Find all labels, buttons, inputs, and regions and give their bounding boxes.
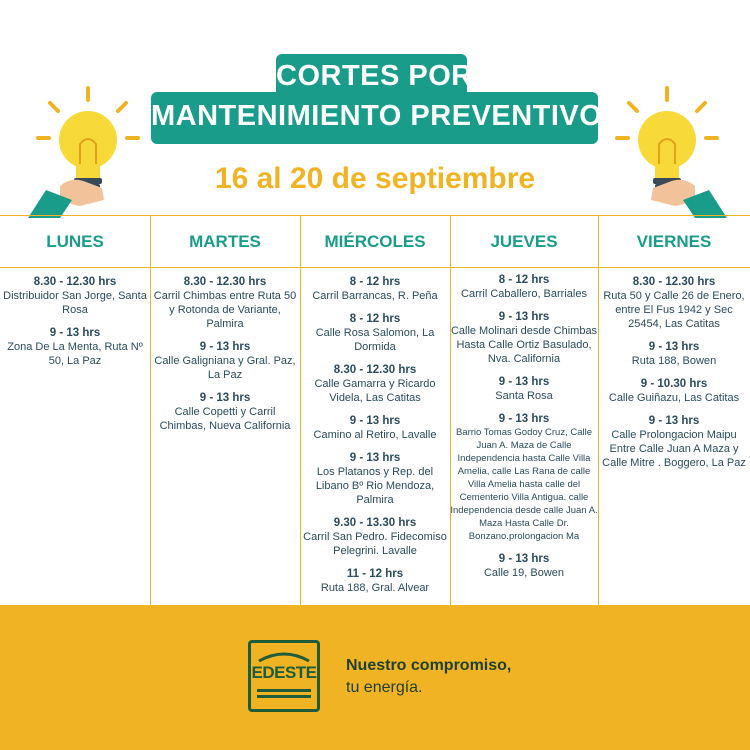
schedule-entry: [450, 375, 598, 403]
entry-time: 8.30 - 12.30 hrs: [33, 276, 117, 288]
schedule-entry: [150, 275, 300, 331]
schedule-entry: [300, 451, 450, 507]
schedule-entry: [150, 391, 300, 433]
schedule-entry: [598, 414, 750, 470]
schedule-grid: [0, 215, 750, 605]
entry-time: 9 - 10.30 hrs: [640, 378, 708, 390]
entry-location: Carril Chimbas entre Ruta 50 y Rotonda de Variante, Palmira: [153, 290, 297, 330]
entry-location: Ruta 188, Bowen: [631, 355, 717, 367]
day-header: JUEVES: [490, 232, 558, 251]
entries-list: [0, 275, 150, 377]
entry-location: Barrio Tomas Godoy Cruz, Calle Juan A. Maza de Calle Independencia hasta Calle Villa Amelia, calle Las Rana de calle Villa Amelia hasta calle del Cementerio Villa Antigua. calle Independencia desde calle Juan A. Maza Hasta Calle Dr. Bonzano.prolongacion Ma: [450, 427, 598, 542]
column-friday: [598, 216, 750, 606]
schedule-entry: [150, 340, 300, 382]
entry-time: 8.30 - 12.30 hrs: [632, 276, 716, 288]
schedule-entry: [300, 516, 450, 558]
entry-location: Calle Molinari desde Chimbas Hasta Calle Ortiz Basulado, Nva. California: [450, 325, 598, 365]
entry-time: 8 - 12 hrs: [349, 313, 401, 325]
column-thursday: [450, 216, 598, 606]
column-monday: [0, 216, 150, 606]
lightbulb-hand-left-icon: [20, 78, 150, 218]
entry-time: 9 - 13 hrs: [498, 553, 550, 565]
entry-time: 8 - 12 hrs: [349, 276, 401, 288]
column-wednesday: [300, 216, 450, 606]
entry-location: Carril Barrancas, R. Peña: [312, 290, 438, 302]
entry-time: 9 - 13 hrs: [648, 415, 700, 427]
schedule-entry: [598, 340, 750, 368]
entries-list: [150, 275, 300, 442]
entries-list: [300, 275, 450, 604]
entry-location: Ruta 188, Gral. Alvear: [320, 582, 430, 594]
schedule-entry: [300, 312, 450, 354]
schedule-entry: [450, 412, 598, 543]
entries-list: [450, 273, 598, 589]
schedule-entry: [598, 275, 750, 331]
schedule-entry: [598, 377, 750, 405]
schedule-entry: [300, 567, 450, 595]
entry-time: 8.30 - 12.30 hrs: [333, 364, 417, 376]
entry-location: Carril San Pedro. Fidecomiso Pelegrini. Lavalle: [303, 531, 447, 557]
entry-location: Calle Rosa Salomon, La Dormida: [315, 327, 435, 353]
day-header: LUNES: [46, 232, 104, 251]
schedule-entry: [300, 363, 450, 405]
entries-list: [598, 275, 750, 479]
title-line-1: CORTES POR: [276, 60, 473, 92]
entry-time: 9.30 - 13.30 hrs: [333, 517, 417, 529]
lightbulb-hand-right-icon: [605, 78, 735, 218]
slogan-line-1: Nuestro compromiso,: [346, 657, 512, 674]
logo-text: EDESTE: [251, 663, 317, 682]
entry-time: 8.30 - 12.30 hrs: [183, 276, 267, 288]
entry-location: Ruta 50 y Calle 26 de Enero, entre El Fus 1942 y Sec 25454, Las Catitas: [603, 290, 745, 330]
entry-location: Zona De La Menta, Ruta Nº 50, La Paz: [7, 341, 143, 367]
entry-time: 9 - 13 hrs: [498, 413, 550, 425]
schedule-entry: [0, 275, 150, 317]
schedule-entry: [300, 414, 450, 442]
schedule-entry: [450, 273, 598, 301]
entry-time: 9 - 13 hrs: [648, 341, 700, 353]
header-divider: [0, 267, 750, 268]
title-line-2: MANTENIMIENTO PREVENTIVO: [151, 100, 603, 132]
schedule-entry: [450, 552, 598, 580]
entry-location: Los Platanos y Rep. del Libano Bº Rio Mendoza, Palmira: [315, 466, 435, 506]
entry-location: Camino al Retiro, Lavalle: [313, 429, 437, 441]
entry-time: 8 - 12 hrs: [498, 274, 550, 286]
date-range: 16 al 20 de septiembre: [214, 162, 536, 195]
schedule-entry: [450, 310, 598, 366]
day-header: MARTES: [189, 232, 261, 251]
entry-location: Santa Rosa: [495, 390, 553, 402]
entry-time: 9 - 13 hrs: [498, 311, 550, 323]
schedule-entry: [0, 326, 150, 368]
entry-time: 9 - 13 hrs: [349, 415, 401, 427]
entry-location: Calle Copetti y Carril Chimbas, Nueva California: [159, 406, 291, 432]
entry-time: 9 - 13 hrs: [199, 392, 251, 404]
entry-time: 11 - 12 hrs: [346, 568, 404, 580]
day-header: VIERNES: [636, 232, 712, 251]
entry-location: Calle Prolongacion Maipu Entre Calle Juan A Maza y Calle Mitre . Boggero, La Paz: [602, 429, 746, 469]
entry-location: Calle Galigniana y Gral. Paz, La Paz: [154, 355, 296, 381]
entry-location: Calle 19, Bowen: [483, 567, 565, 579]
entry-location: Calle Guiñazu, Las Catitas: [608, 392, 740, 404]
entry-location: Distribuidor San Jorge, Santa Rosa: [3, 290, 147, 316]
entry-time: 9 - 13 hrs: [498, 376, 550, 388]
entry-time: 9 - 13 hrs: [49, 327, 101, 339]
entry-time: 9 - 13 hrs: [349, 452, 401, 464]
schedule-entry: [300, 275, 450, 303]
day-header: MIÉRCOLES: [324, 232, 426, 251]
slogan-line-2: tu energía.: [346, 679, 423, 696]
entry-location: Calle Gamarra y Ricardo Videla, Las Catitas: [314, 378, 436, 404]
entry-location: Carril Caballero, Barriales: [461, 288, 587, 300]
entry-time: 9 - 13 hrs: [199, 341, 251, 353]
footer-band: [0, 605, 750, 750]
column-tuesday: [150, 216, 300, 606]
